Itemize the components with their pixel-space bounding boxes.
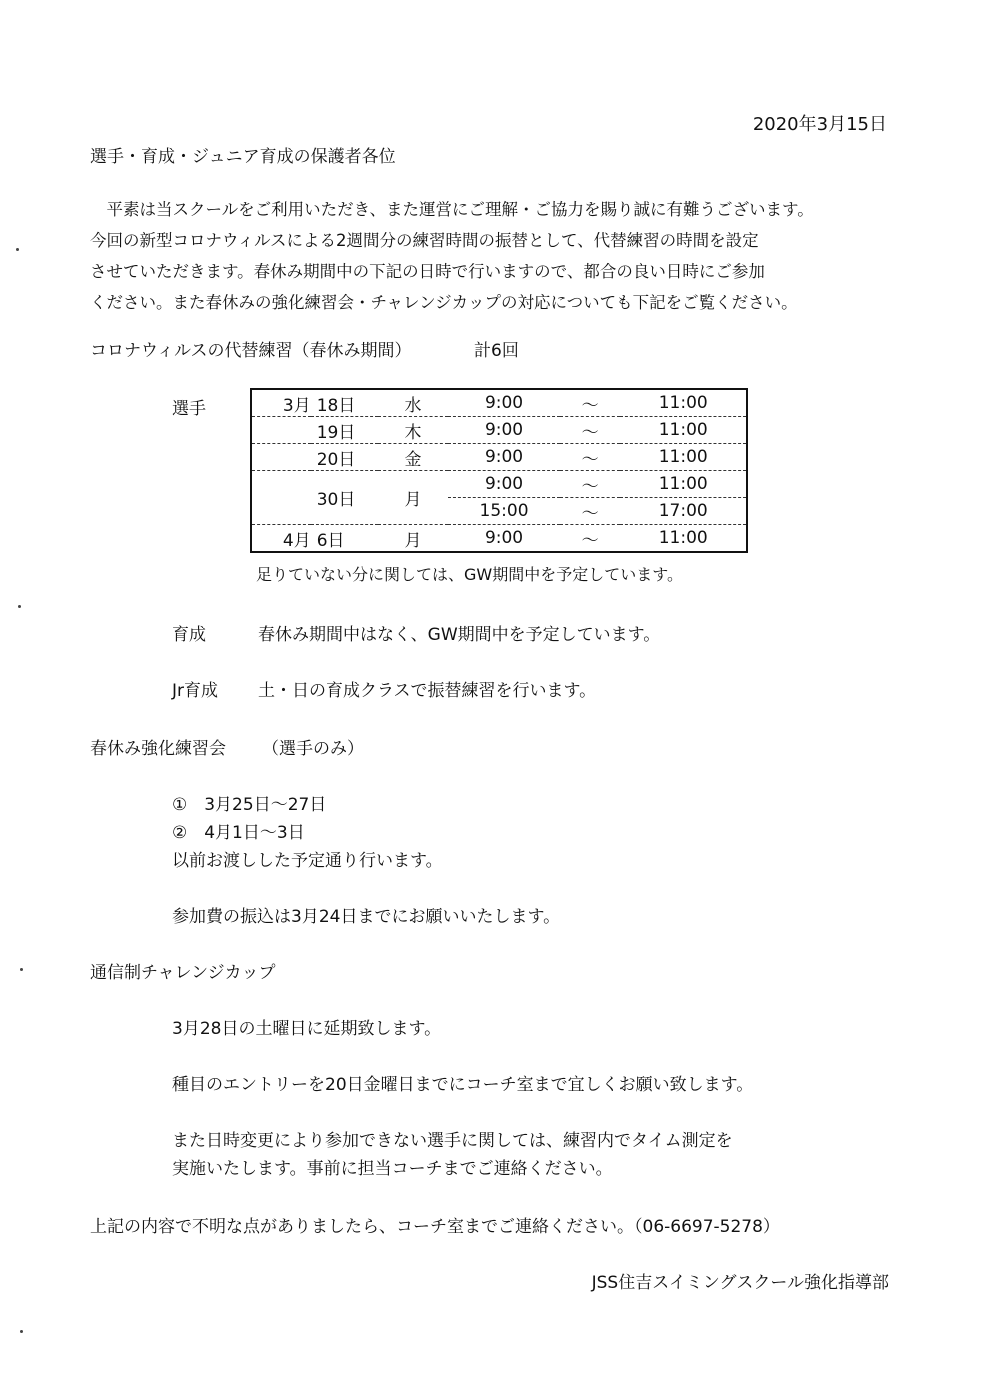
cup-line-3: また日時変更により参加できない選手に関しては、練習内でタイム測定を — [172, 1131, 733, 1151]
scan-speck — [20, 1330, 23, 1333]
table-row — [251, 471, 747, 498]
makeup-heading: コロナウィルスの代替練習（春休み期間） — [90, 341, 412, 361]
makeup-total: 計6回 — [474, 341, 519, 361]
weekday-cell: 月 — [378, 525, 449, 553]
tilde-cell: ～ — [560, 444, 621, 471]
end-time-cell: 11:00 — [620, 417, 747, 444]
start-time-cell: 15:00 — [448, 498, 559, 525]
scan-speck — [20, 968, 23, 971]
weekday-cell: 月 — [378, 471, 449, 525]
intro-line: 今回の新型コロナウィルスによる2週間分の練習時間の振替として、代替練習の時間を設定 — [90, 231, 759, 250]
day-cell: 6日 — [311, 525, 378, 553]
end-time-cell: 11:00 — [620, 444, 747, 471]
camp-item-2: ② 4月1日～3日 — [172, 823, 305, 843]
camp-heading-note: （選手のみ） — [262, 739, 364, 759]
recipient-line: 選手・育成・ジュニア育成の保護者各位 — [90, 147, 396, 167]
ikusei-label: 育成 — [172, 625, 206, 645]
weekday-cell: 木 — [378, 417, 449, 444]
tilde-cell: ～ — [560, 417, 621, 444]
camp-line-2: 参加費の振込は3月24日までにお願いいたします。 — [172, 907, 561, 927]
month-cell — [251, 417, 311, 444]
document-date: 2020年3月15日 — [752, 114, 887, 135]
end-time-cell: 11:00 — [658, 393, 708, 413]
signature: JSS住吉スイミングスクール強化指導部 — [591, 1273, 889, 1293]
schedule-note: 足りていない分に関しては、GW期間中を予定しています。 — [256, 565, 683, 584]
table-row — [251, 525, 747, 553]
start-time-cell: 9:00 — [448, 417, 559, 444]
day-cell: 18日 — [316, 395, 356, 416]
intro-line: 平素は当スクールをご利用いただき、また運営にご理解・ご協力を賜り誠に有難うございます。 — [90, 200, 814, 219]
ikusei-text: 春休み期間中はなく、GW期間中を予定しています。 — [258, 625, 661, 645]
start-time-cell: 9:00 — [448, 444, 559, 471]
camp-item-1: ① 3月25日～27日 — [172, 795, 327, 815]
end-time-cell: 11:00 — [620, 525, 747, 553]
table-row — [251, 389, 747, 417]
cup-line-1: 3月28日の土曜日に延期致します。 — [172, 1019, 442, 1039]
intro-line: させていただきます。春休み期間中の下記の日時で行いますので、都合の良い日時にご参加 — [90, 262, 765, 281]
intro-line: ください。また春休みの強化練習会・チャレンジカップの対応についても下記をご覧ください。 — [90, 293, 798, 312]
month-cell: 4月 — [251, 525, 311, 553]
tilde-cell: ～ — [560, 525, 621, 553]
day-cell: 20日 — [311, 444, 378, 471]
tilde-cell: ～ — [560, 471, 621, 498]
start-time-cell: 9:00 — [448, 525, 559, 553]
scan-speck — [18, 605, 21, 608]
jr-label: Jr育成 — [172, 681, 219, 701]
month-cell — [251, 444, 311, 471]
cup-line-2: 種目のエントリーを20日金曜日までにコーチ室まで宜しくお願い致します。 — [172, 1075, 754, 1095]
scan-speck — [16, 248, 19, 251]
month-cell: 3月 — [282, 395, 311, 416]
end-time-cell: 17:00 — [620, 498, 747, 525]
cup-heading: 通信制チャレンジカップ — [90, 963, 276, 983]
cup-line-4: 実施いたします。事前に担当コーチまでご連絡ください。 — [172, 1159, 613, 1179]
start-time-cell: 9:00 — [484, 393, 524, 413]
table-row — [251, 417, 747, 444]
tilde-cell: ～ — [560, 498, 621, 525]
camp-line-1: 以前お渡しした予定通り行います。 — [172, 851, 443, 871]
day-cell: 19日 — [311, 417, 378, 444]
weekday-cell: 金 — [378, 444, 449, 471]
start-time-cell: 9:00 — [448, 471, 559, 498]
day-cell: 30日 — [311, 471, 378, 525]
closing-line: 上記の内容で不明な点がありましたら、コーチ室までご連絡ください。（06-6697-5278） — [90, 1217, 780, 1237]
month-cell — [251, 471, 311, 525]
table-row — [251, 444, 747, 471]
end-time-cell: 11:00 — [620, 471, 747, 498]
senshu-label: 選手 — [172, 399, 206, 419]
camp-heading: 春休み強化練習会 — [90, 739, 226, 759]
weekday-cell: 水 — [404, 395, 422, 416]
intro-paragraph — [90, 194, 814, 318]
makeup-schedule-table — [250, 388, 748, 553]
jr-text: 土・日の育成クラスで振替練習を行います。 — [258, 681, 597, 701]
tilde-cell: ～ — [581, 395, 599, 416]
